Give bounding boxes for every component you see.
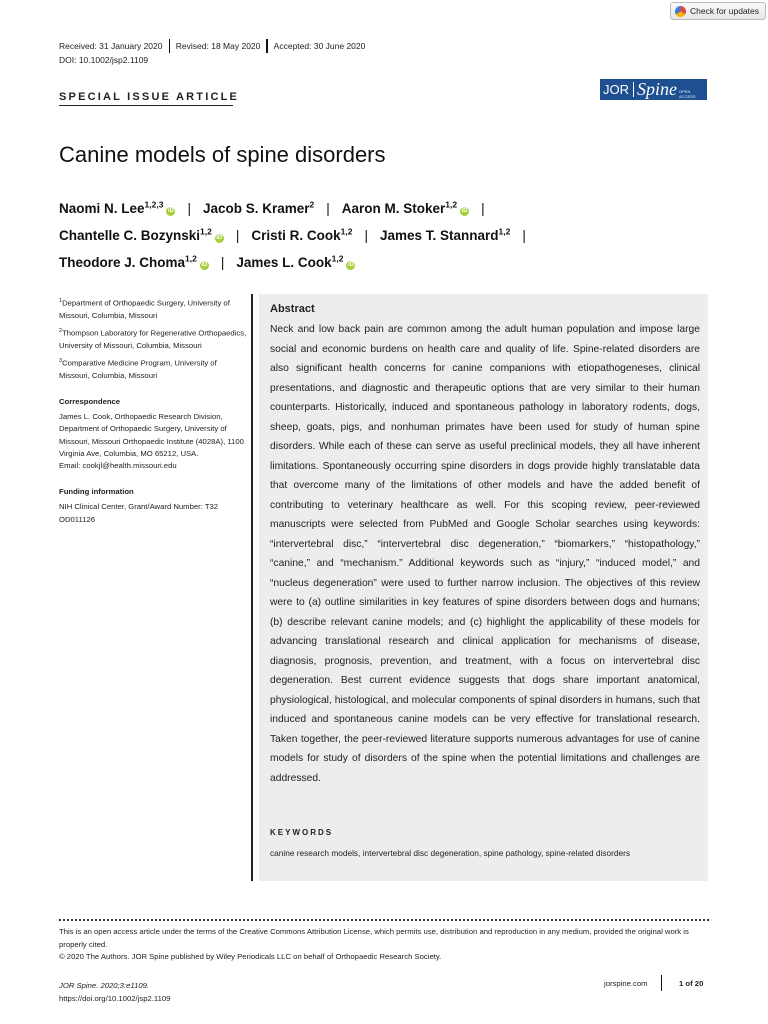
affiliation-number: 2 (59, 327, 63, 334)
footer-doi-link[interactable]: https://doi.org/10.1002/jsp2.1109 (59, 994, 171, 1003)
affiliation-item (59, 325, 249, 352)
author-affiliation-marker: 1,2,3 (144, 199, 164, 209)
divider (266, 39, 267, 53)
crossmark-icon (675, 6, 686, 17)
affiliations (59, 295, 249, 382)
author-name[interactable] (251, 228, 352, 243)
article-info-column (59, 295, 249, 529)
copyright-text (59, 951, 709, 964)
author-name-text: Jacob S. Kramer (202, 200, 310, 216)
orcid-icon[interactable]: iD (347, 261, 354, 268)
author-name[interactable] (236, 255, 355, 270)
affiliation-item (59, 355, 249, 382)
journal-logo[interactable] (600, 79, 707, 100)
author-separator: | (364, 227, 368, 243)
orcid-icon[interactable]: iD (216, 234, 223, 241)
author-name-text: Naomi N. Lee (59, 200, 145, 216)
doi-header: DOI: 10.1002/jsp2.1109 (59, 55, 149, 65)
journal-logo-tag: OPEN ACCESS (679, 88, 696, 99)
author-affiliation-marker: 1,2 (340, 226, 353, 236)
footer-divider (661, 975, 662, 991)
keywords-heading: KEYWORDS (270, 828, 334, 837)
affiliation-item (59, 295, 249, 322)
copyright-line: © 2020 The Authors. JOR Spine published by Wiley Periodicals LLC on behalf of Orthopaedic Research Society. (59, 952, 442, 961)
keywords-text: canine research models, intervertebral disc degeneration, spine pathology, spine-related disorders (270, 848, 631, 858)
author-name[interactable] (342, 201, 469, 216)
author-name[interactable] (59, 228, 224, 243)
author-name-text: James T. Stannard (380, 227, 499, 243)
author-name[interactable] (380, 228, 510, 243)
orcid-icon[interactable]: iD (201, 261, 208, 268)
author-affiliation-marker: 1,2 (200, 226, 212, 236)
column-divider (251, 294, 253, 881)
article-dates (59, 39, 365, 53)
author-separator: | (326, 200, 330, 216)
author-separator: | (522, 227, 526, 243)
funding-heading: Funding information (59, 487, 134, 497)
revised-date: Revised: 18 May 2020 (175, 41, 261, 51)
author-name-text: Chantelle C. Bozynski (59, 227, 201, 243)
check-for-updates-label: Check for updates (690, 6, 759, 16)
author-affiliation-marker: 1,2 (331, 253, 344, 263)
author-separator: | (187, 200, 191, 216)
received-date: Received: 31 January 2020 (59, 41, 163, 51)
orcid-icon[interactable]: iD (461, 207, 468, 214)
author-separator: | (220, 254, 225, 270)
affiliation-text: Department of Orthopaedic Surgery, University of Missouri, Columbia, Missouri (59, 298, 230, 320)
footer-citation: JOR Spine. 2020;3:e1109. (59, 981, 150, 990)
author-separator: | (235, 227, 240, 243)
correspondence-heading: Correspondence (59, 396, 121, 406)
divider (169, 39, 170, 53)
page-number: 1 of 20 (679, 979, 704, 988)
author-name-text: Aaron M. Stoker (341, 200, 446, 216)
affiliation-text: Thompson Laboratory for Regenerative Orthopaedics, University of Missouri, Columbia, Missouri (59, 328, 247, 350)
article-type: SPECIAL ISSUE ARTICLE (59, 91, 240, 103)
affiliation-number: 3 (59, 357, 63, 364)
affiliation-text: Comparative Medicine Program, University of Missouri, Columbia, Missouri (59, 358, 217, 380)
license-text: This is an open access article under the terms of the Creative Commons Attribution License, which permits use, distribution and reproduction in any medium, provided the original work is properly cited. (59, 927, 689, 949)
journal-logo-spine: Spine (637, 79, 677, 99)
correspondence-address: James L. Cook, Orthopaedic Research Division, Department of Orthopaedic Surgery, University of Missouri, Missouri Orthopaedic Institute (4028A), 1100 Virginia Ave, Columbia, MO 65212, USA. (59, 412, 244, 458)
funding-text: NIH Clinical Center, Grant/Award Number: T32 OD011126 (59, 502, 219, 524)
author-separator: | (481, 200, 485, 216)
author-name-text: James L. Cook (236, 254, 332, 270)
footer-site-link[interactable]: jorspine.com (604, 979, 648, 988)
orcid-icon[interactable]: iD (167, 207, 174, 214)
author-name-text: Theodore J. Choma (59, 254, 186, 270)
author-name[interactable] (203, 201, 314, 216)
abstract-heading: Abstract (270, 303, 315, 315)
check-for-updates-button[interactable] (670, 2, 766, 20)
footer-citation-block (59, 979, 170, 1005)
accepted-date: Accepted: 30 June 2020 (273, 41, 366, 51)
author-name[interactable] (59, 255, 209, 270)
article-title: Canine models of spine disorders (59, 142, 386, 167)
author-affiliation-marker: 1,2 (445, 199, 458, 209)
author-list (59, 193, 719, 274)
article-type-underline (59, 105, 233, 106)
correspondence-email[interactable]: Email: cookjl@health.missouri.edu (59, 460, 177, 470)
author-affiliation-marker: 2 (309, 199, 315, 209)
author-name[interactable] (59, 201, 175, 216)
journal-logo-jor: JOR (600, 82, 634, 97)
abstract-text: Neck and low back pain are common among the adult human population and impose large social and economic burdens on health care and quality of life. Spine-related disorders are also significant health concerns for canine companions with etiopathogeneses, clinical presentations, and diagnostic and therapeutic options that are very similar to their human counterparts. Historically, induced and spontaneous pathology in laboratory rodents, dogs, sheep, goats, pigs, and nonhuman primates have been used for study of human spine disorders. While each of these can serve as useful preclinical models, they all have inherent limitations. Spontaneously occurring spine disorders in dogs provide highly translatable data that overcome many of the limitations of other models and have the added benefit of contributing to veterinary healthcare as well. For this scoping review, peer-reviewed manuscripts were selected from PubMed and Google Scholar searches using keywords: “intervertebral disc,” “intervertebral disc degeneration,” “biomarkers,” “histopathology,” “canine,” and “mechanism.” Additional keywords such as “injury,” “induced model,” and “nucleus degeneration” were used to further narrow inclusion. The objectives of this review were to (a) outline similarities in key features of spine disorders between dogs and humans; (b) describe relevant canine models; and (c) highlight the applicability of these models for advancing translational research and clinical application for mechanisms of disease, diagnosis, prognosis, prevention, and treatment, with a focus on intervertebral disc degeneration. Best current evidence suggests that dogs share important anatomical, physiological, histological, and molecular components of spinal disorders in humans, such that induced and spontaneous canine models can be very effective for translational research. Taken together, the peer-reviewed literature supports numerous advantages for use of canine models for study of disorders of the spine when the potential limitations and challenges are addressed. (270, 324, 700, 784)
author-affiliation-marker: 1,2 (185, 253, 197, 263)
license-note (59, 926, 709, 964)
author-name-text: Cristi R. Cook (251, 227, 341, 243)
author-affiliation-marker: 1,2 (498, 226, 511, 236)
affiliation-number: 1 (59, 298, 63, 304)
footer-dotted-rule (59, 919, 709, 921)
